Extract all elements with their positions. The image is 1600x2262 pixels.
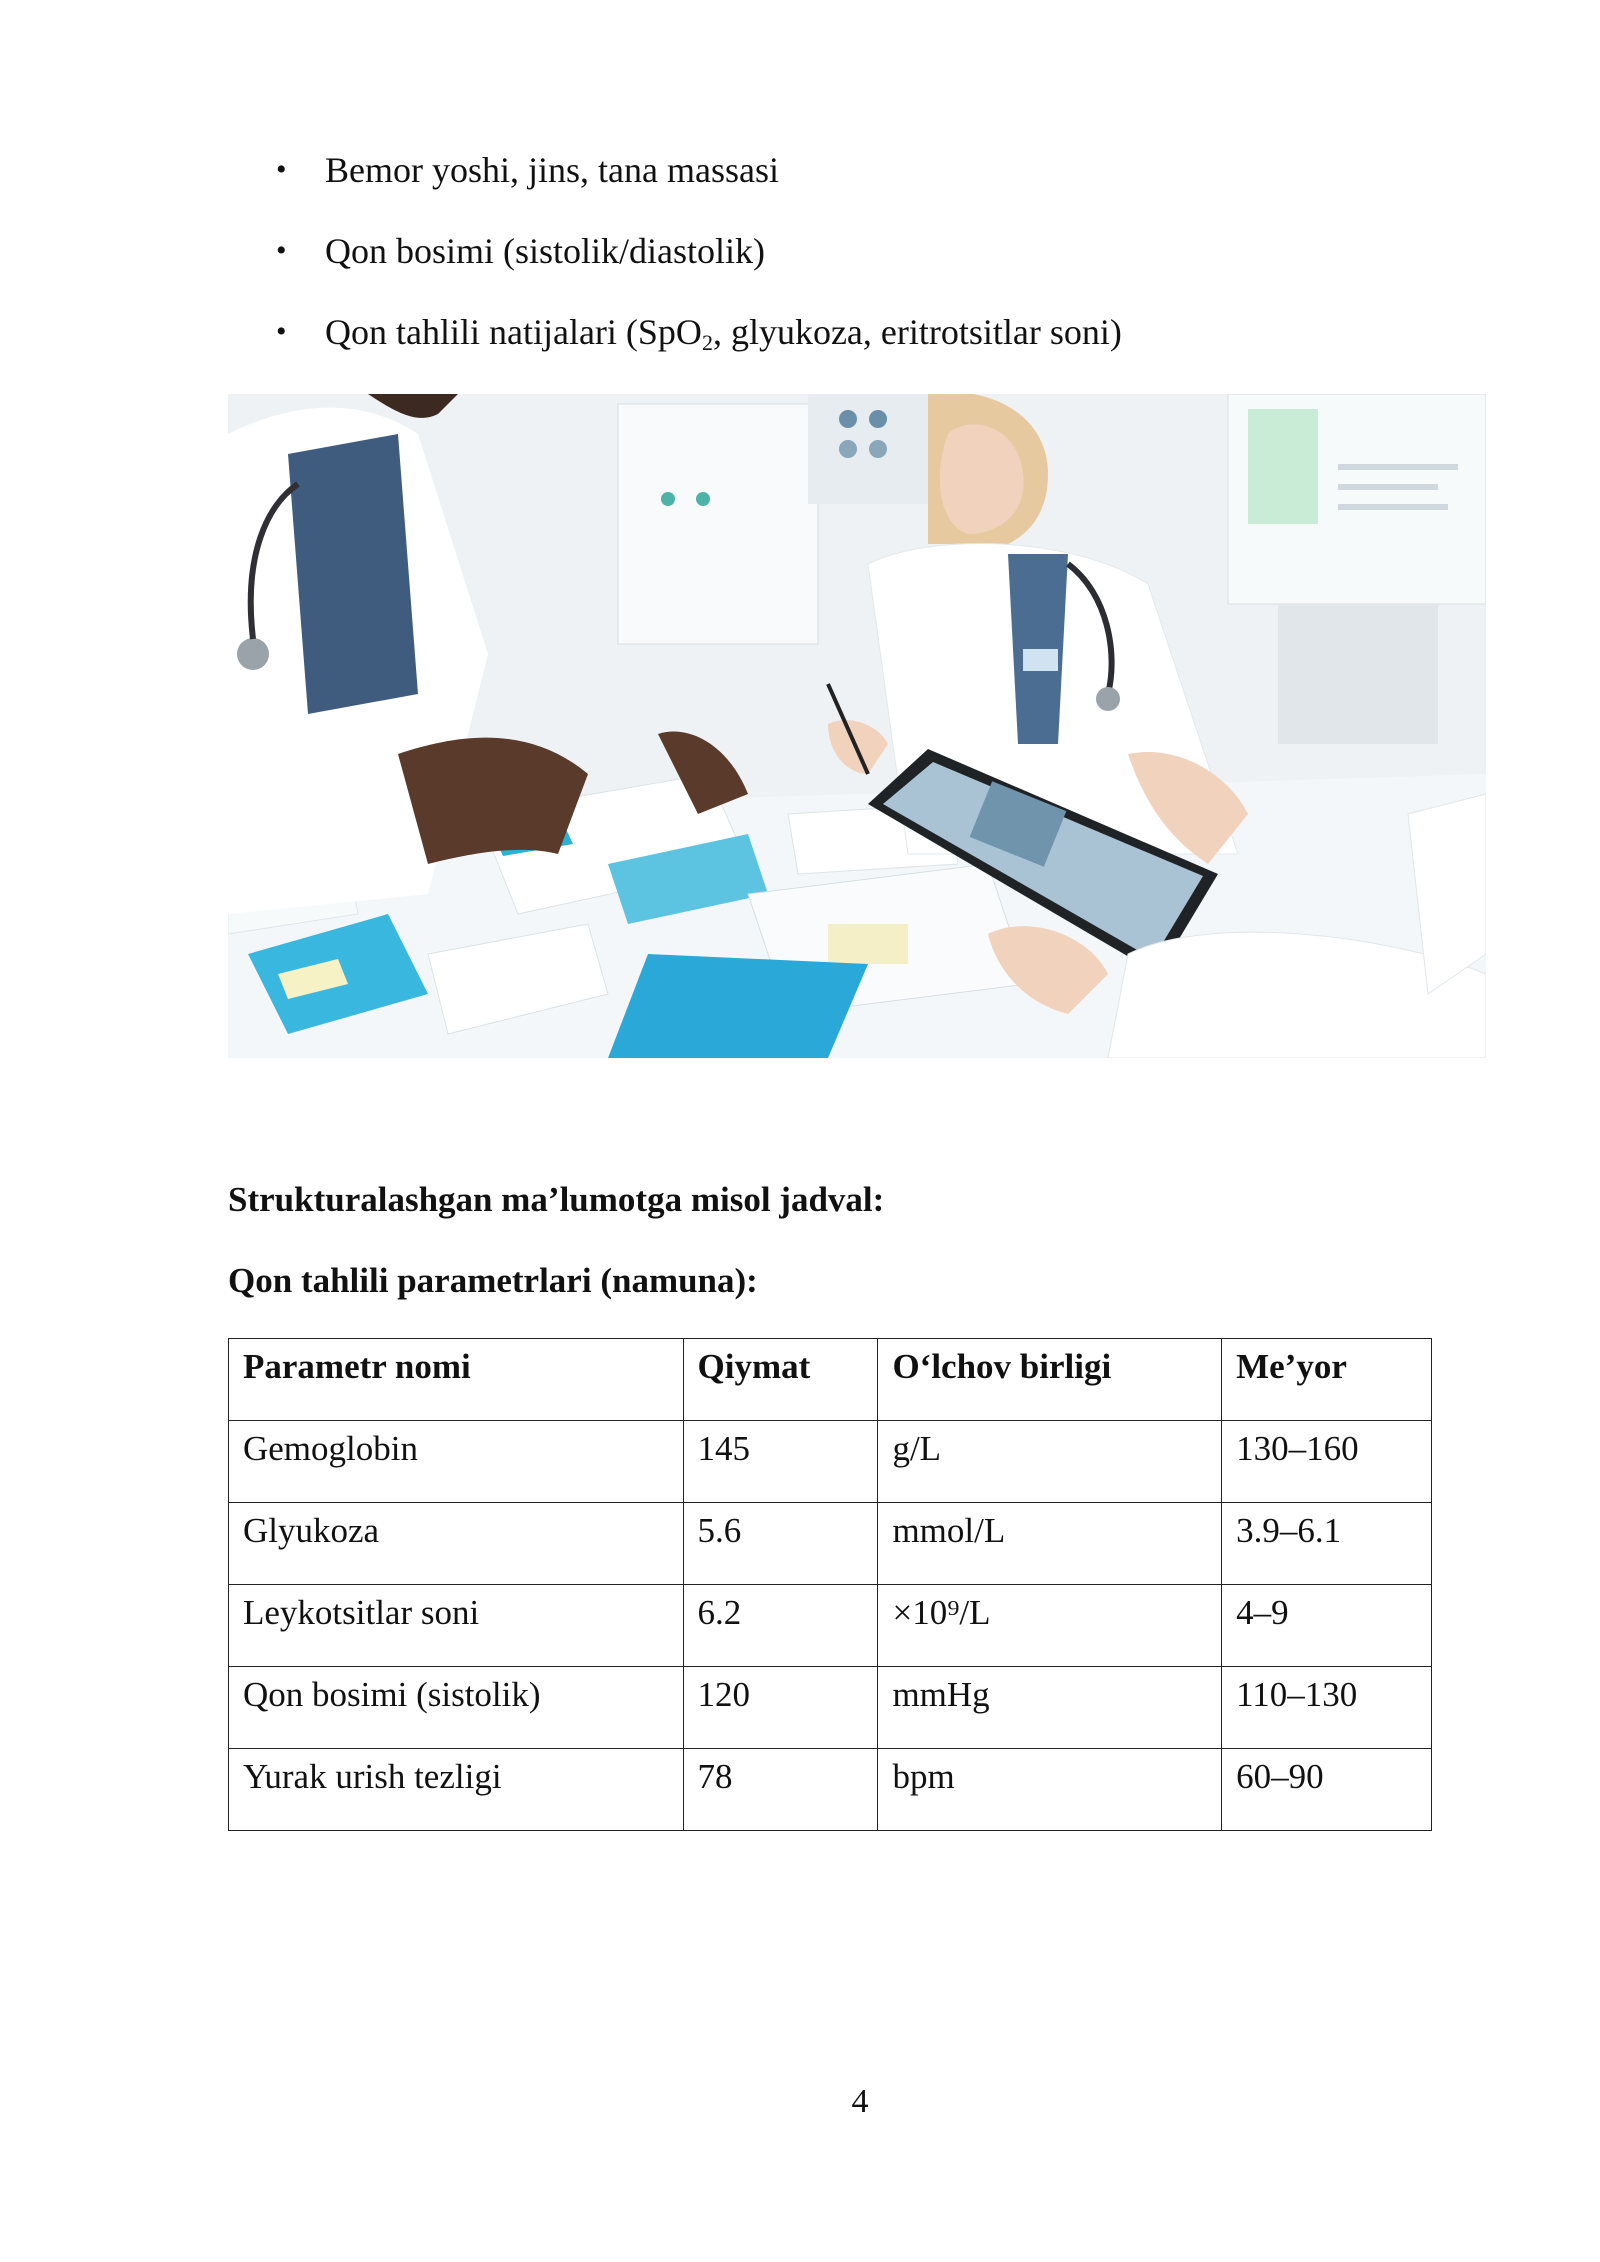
cell-norm: 4–9 [1222,1585,1432,1667]
cell-norm: 3.9–6.1 [1222,1503,1432,1585]
cell-value: 78 [683,1749,878,1831]
bullet-item: • Bemor yoshi, jins, tana massasi [276,150,779,190]
cell-unit: ×10⁹/L [878,1585,1222,1667]
header-unit: O‘lchov birligi [878,1339,1222,1421]
cell-norm: 130–160 [1222,1421,1432,1503]
table-row [229,1585,1432,1667]
cell-value: 5.6 [683,1503,878,1585]
bullet-dot-icon: • [276,234,287,267]
header-norm: Me’yor [1222,1339,1432,1421]
cell-norm: 60–90 [1222,1749,1432,1831]
cell-parameter: Yurak urish tezligi [229,1749,684,1831]
table-row [229,1503,1432,1585]
cell-value: 145 [683,1421,878,1503]
table-row [229,1749,1432,1831]
cell-value: 120 [683,1667,878,1749]
cell-parameter: Glyukoza [229,1503,684,1585]
cell-unit: bpm [878,1749,1222,1831]
header-parameter-name: Parametr nomi [229,1339,684,1421]
bullet-item: • Qon bosimi (sistolik/diastolik) [276,231,766,271]
cell-norm: 110–130 [1222,1667,1432,1749]
bullet-dot-icon: • [276,315,287,348]
bullet-item: • Qon tahlili natijalari (SpO$_2$, glyukoza, eritrotsitlar soni) [276,312,1122,355]
doctors-meeting-photo [228,394,1486,1058]
cell-parameter: Qon bosimi (sistolik) [229,1667,684,1749]
blood-test-table [228,1338,1432,1831]
table-row [229,1667,1432,1749]
cell-value: 6.2 [683,1585,878,1667]
header-value: Qiymat [683,1339,878,1421]
cell-unit: mmol/L [878,1503,1222,1585]
bullet-list [270,148,1122,391]
section-heading: Strukturalashgan ma’lumotga misol jadval: [228,1180,885,1219]
table-header-row [229,1339,1432,1421]
table-row [229,1421,1432,1503]
bullet-dot-icon: • [276,153,287,186]
cell-unit: mmHg [878,1667,1222,1749]
page-number: 4 [851,2083,869,2120]
photo-illustration [228,394,1486,1058]
cell-parameter: Gemoglobin [229,1421,684,1503]
cell-unit: g/L [878,1421,1222,1503]
cell-parameter: Leykotsitlar soni [229,1585,684,1667]
table-title: Qon tahlili parametrlari (namuna): [228,1261,758,1300]
